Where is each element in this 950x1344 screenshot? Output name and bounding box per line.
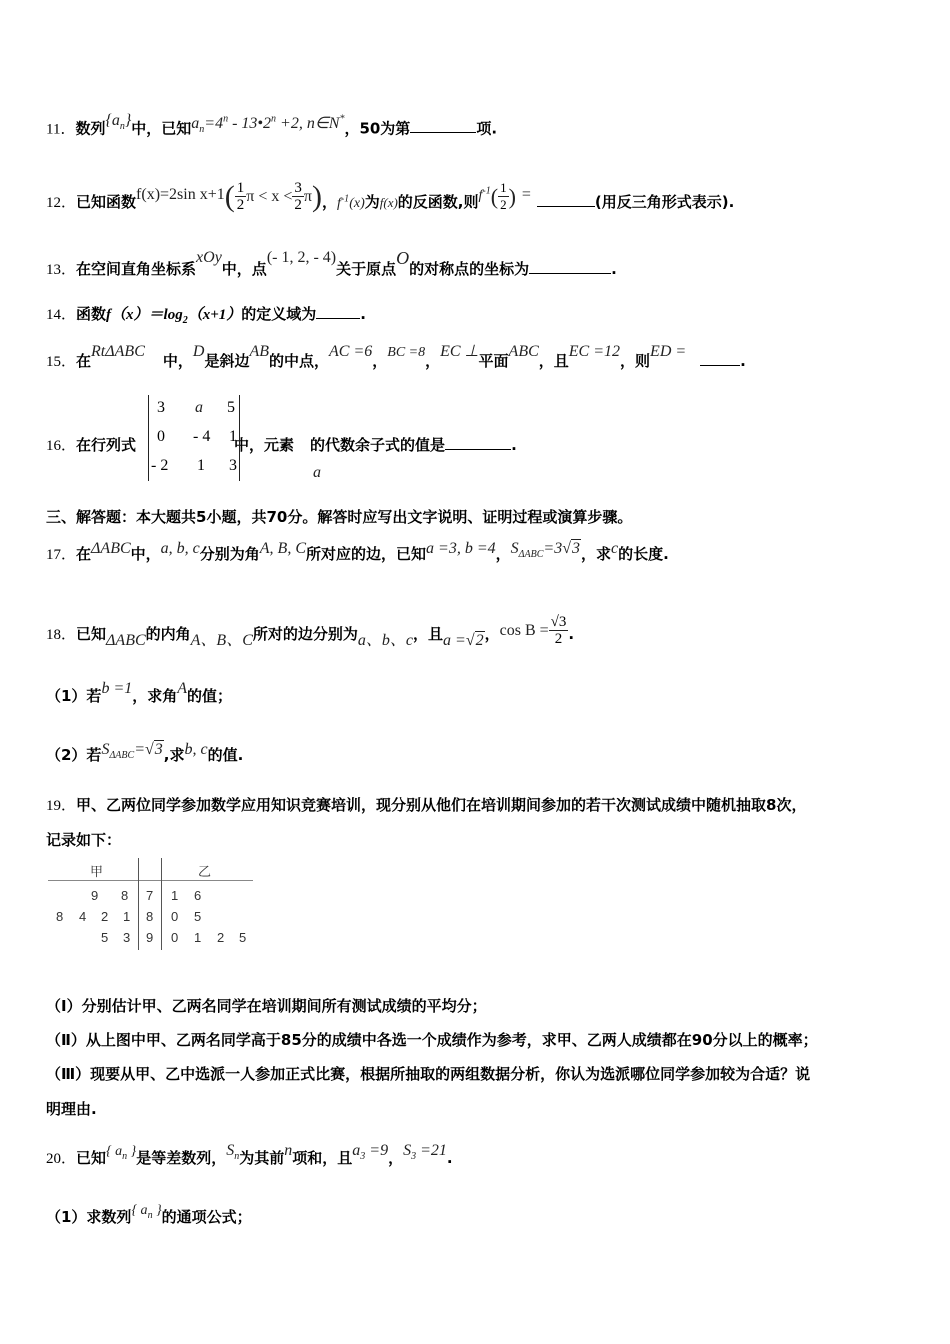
question-12: 12．已知函数f(x)=2sin x+1( $\frac{1}{2}$ π < x < $\frac{3}{2}$ π)，$f^{-1}(x)$为f(x)的反函数,则$f^{-1}$( $\frac{1}{2}$ ) = (用反三角形式表示). bbox=[46, 179, 735, 213]
question-19-cont: 记录如下： bbox=[46, 831, 122, 849]
answer-blank[interactable] bbox=[316, 304, 360, 319]
determinant: 3 a 5 0 - 4 1 - 2 1 3 bbox=[148, 395, 240, 481]
answer-blank[interactable] bbox=[537, 192, 595, 207]
question-19-part-3: （Ⅲ）现要从甲、乙中选派一人参加正式比赛，根据所抽取的两组数据分析，你认为选派哪位同学参加较为合适？说 bbox=[46, 1065, 811, 1083]
question-11: 11．数列$\{a_n\}$中，已知$a_n=4^n$ - $13•2^n +2$, n∈N*，50为第 项. bbox=[46, 112, 498, 138]
leaf: 9 bbox=[91, 888, 99, 903]
stem: 8 bbox=[146, 909, 154, 924]
stem: 9 bbox=[146, 930, 154, 945]
question-18-part-1: （1）若b =1，求角A的值； bbox=[46, 680, 233, 705]
answer-blank[interactable] bbox=[445, 435, 511, 450]
question-20-part-1: （1）求数列{ $a_n$ }的通项公式； bbox=[46, 1203, 252, 1226]
answer-blank[interactable] bbox=[529, 259, 611, 274]
question-18-part-2: （2）若$S_{\Delta ABC}=√3$,求b, c的值. bbox=[46, 741, 244, 764]
leaf: 1 bbox=[123, 909, 131, 924]
leaf: 1 bbox=[171, 888, 179, 903]
question-17: 17．在ΔABC中，a, b, c分别为角A, B, C所对应的边，已知a =3, b =4，$S_{\Delta ABC}=3√3$，求c的长度. bbox=[46, 540, 669, 563]
question-19-part-2: （Ⅱ）从上图中甲、乙两名同学高于85分的成绩中各选一个成绩作为参考，求甲、乙两人成绩都在90分以上的概率； bbox=[46, 1031, 818, 1049]
leaf: 8 bbox=[121, 888, 129, 903]
question-18: 18．已知ΔABC的内角A、B、C所对的边分别为a、b、c，且a =√2，cos B = $\frac{√3}{2}$ . bbox=[46, 614, 575, 649]
section-heading: 三、解答题：本大题共5小题，共70分。解答时应写出文字说明、证明过程或演算步骤。 bbox=[46, 508, 633, 526]
leaf: 8 bbox=[56, 909, 64, 924]
answer-blank[interactable] bbox=[700, 351, 740, 366]
leaf: 0 bbox=[171, 930, 179, 945]
leaf: 5 bbox=[101, 930, 109, 945]
question-19: 19．甲、乙两位同学参加数学应用知识竞赛培训，现分别从他们在培训期间参加的若干次测试成绩中随机抽取8次， bbox=[46, 796, 807, 814]
question-19-part-3-cont: 明理由. bbox=[46, 1100, 97, 1118]
question-14: 14．函数$f(x)=\log_2(x+1)$的定义域为 . bbox=[46, 305, 366, 326]
leaf: 2 bbox=[101, 909, 109, 924]
leaf: 0 bbox=[171, 909, 179, 924]
answer-blank[interactable] bbox=[410, 118, 476, 133]
question-16: 16．在行列式 中，元素 的代数余子式的值是 . bbox=[46, 436, 517, 454]
element-a: a bbox=[313, 464, 321, 481]
question-19-part-1: （Ⅰ）分别估计甲、乙两名同学在培训期间所有测试成绩的平均分； bbox=[46, 997, 487, 1015]
leaf: 5 bbox=[239, 930, 247, 945]
leaf: 5 bbox=[194, 909, 202, 924]
leaf: 4 bbox=[79, 909, 87, 924]
leaf: 1 bbox=[194, 930, 202, 945]
header-yi: 乙 bbox=[198, 864, 212, 879]
header-jia: 甲 bbox=[90, 864, 104, 879]
question-15: 15．在RtΔABC中，D是斜边AB的中点，AC =6，BC =8，EC ⊥平面ABC，且EC =12，则ED =. bbox=[46, 343, 746, 370]
leaf: 2 bbox=[217, 930, 225, 945]
stem: 7 bbox=[146, 888, 154, 903]
leaf: 3 bbox=[123, 930, 131, 945]
leaf: 6 bbox=[194, 888, 202, 903]
question-13: 13．在空间直角坐标系xOy中，点(- 1, 2, - 4)关于原点O的对称点的坐标为 . bbox=[46, 248, 617, 278]
question-20: 20．已知{ $a_n$ }是等差数列，$S_n$为其前n项和，且$a_3 =9$，$S_3 =21$. bbox=[46, 1142, 453, 1167]
